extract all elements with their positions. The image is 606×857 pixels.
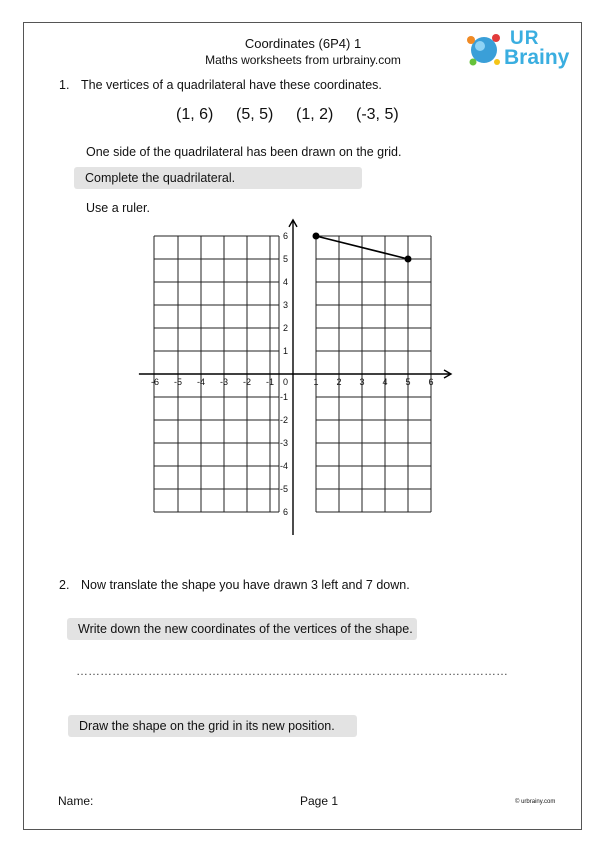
page-title: Coordinates (6P4) 1 bbox=[244, 36, 362, 51]
question-1-note: Use a ruler. bbox=[86, 201, 150, 215]
y-tick-label: -2 bbox=[279, 415, 288, 425]
y-tick-label: -5 bbox=[279, 484, 288, 494]
y-tick-label: 6 bbox=[282, 507, 288, 517]
coordinate-1: (1, 6) bbox=[176, 106, 214, 123]
answer-line[interactable]: ……………………………………………………………………………………………… bbox=[76, 664, 508, 678]
name-label: Name: bbox=[58, 794, 94, 808]
x-tick-label: -4 bbox=[196, 377, 206, 387]
urbrainy-logo bbox=[462, 28, 582, 78]
task-coordinates-text: Write down the new coordinates of the vertices of the shape. bbox=[78, 622, 413, 636]
question-2-number: 2. bbox=[59, 578, 70, 592]
task-box-complete bbox=[74, 167, 362, 189]
x-tick-label: 2 bbox=[336, 377, 342, 387]
coordinate-4: (-3, 5) bbox=[356, 106, 399, 123]
y-tick-label: 5 bbox=[282, 254, 288, 264]
y-tick-label: -3 bbox=[279, 438, 288, 448]
y-tick-label: 1 bbox=[282, 346, 288, 356]
question-1-number: 1. bbox=[59, 78, 70, 92]
y-tick-label: 2 bbox=[282, 323, 288, 333]
page-number: Page 1 bbox=[300, 794, 339, 808]
y-tick-label: 3 bbox=[282, 300, 288, 310]
logo-text-top: UR bbox=[510, 28, 540, 49]
task-box-draw bbox=[68, 715, 357, 737]
question-1-instruction: One side of the quadrilateral has been drawn on the grid. bbox=[86, 145, 402, 159]
x-tick-label: 4 bbox=[382, 377, 388, 387]
vertex-point bbox=[313, 233, 320, 240]
coordinate-2: (5, 5) bbox=[236, 106, 274, 123]
copyright: © urbrainy.com bbox=[515, 799, 556, 805]
page-subtitle: Maths worksheets from urbrainy.com bbox=[205, 53, 401, 67]
x-tick-label: 0 bbox=[282, 377, 288, 387]
question-2-text: Now translate the shape you have drawn 3 left and 7 down. bbox=[81, 578, 410, 592]
x-tick-label: 5 bbox=[405, 377, 411, 387]
y-tick-label: 6 bbox=[282, 231, 288, 241]
y-tick-label: -4 bbox=[279, 461, 288, 471]
vertex-point bbox=[405, 256, 412, 263]
task-complete-text: Complete the quadrilateral. bbox=[85, 171, 236, 185]
x-tick-label: -6 bbox=[150, 377, 160, 387]
x-tick-label: 6 bbox=[428, 377, 434, 387]
x-tick-label: -3 bbox=[219, 377, 229, 387]
y-tick-label: -1 bbox=[279, 392, 288, 402]
logo-text-bottom: Brainy bbox=[504, 46, 570, 69]
question-1-text: The vertices of a quadrilateral have these coordinates. bbox=[81, 78, 382, 92]
x-tick-label: 1 bbox=[313, 377, 319, 387]
task-box-coordinates bbox=[67, 618, 417, 640]
x-tick-label: -5 bbox=[173, 377, 183, 387]
coordinate-3: (1, 2) bbox=[296, 106, 334, 123]
y-tick-label: 4 bbox=[282, 277, 288, 287]
x-tick-label: -1 bbox=[265, 377, 275, 387]
x-tick-label: -2 bbox=[242, 377, 252, 387]
task-draw-text: Draw the shape on the grid in its new position. bbox=[79, 719, 335, 733]
x-tick-label: 3 bbox=[359, 377, 365, 387]
coordinate-grid[interactable] bbox=[0, 215, 606, 545]
